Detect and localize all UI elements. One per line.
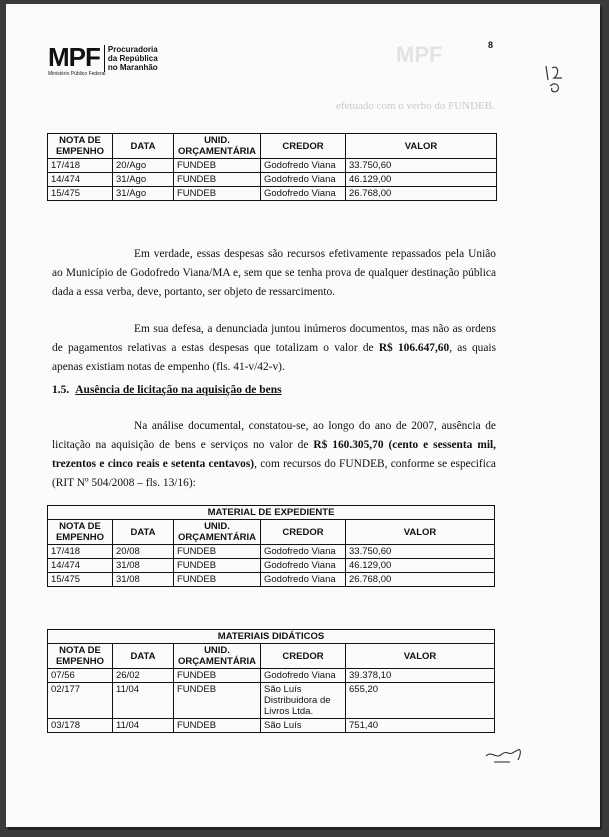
table-cell: Godofredo Viana <box>261 187 346 201</box>
table-cell: 15/475 <box>48 573 113 587</box>
table-row <box>48 159 497 173</box>
table-cell: Godofredo Viana <box>261 669 346 683</box>
table-cell: FUNDEB <box>174 159 261 173</box>
column-header: DATA <box>113 134 174 159</box>
table-cell: 655,20 <box>346 683 495 719</box>
table-body <box>48 545 495 587</box>
paragraph-1: Em verdade, essas despesas são recursos efetivamente repassados pela União ao Município de Godofredo Viana/MA e, sem que se tenha prova de qualquer destinação pública dada a essa verba, deve, portanto, ser objeto de ressarcimento. <box>52 248 496 298</box>
column-header: UNID. ORÇAMENTÁRIA <box>174 644 261 669</box>
table-cell: 33.750,60 <box>346 159 497 173</box>
table-cell: FUNDEB <box>174 719 261 733</box>
table-cell: FUNDEB <box>174 545 261 559</box>
table-row <box>48 719 495 733</box>
column-header: NOTA DE EMPENHO <box>48 134 113 159</box>
paragraph-3 <box>52 417 496 493</box>
logo-subtitle: Ministério Público Federal <box>48 71 106 77</box>
table-cell: 20/08 <box>113 545 174 559</box>
table-cell: 20/Ago <box>113 159 174 173</box>
column-header: VALOR <box>346 134 497 159</box>
table-row <box>48 669 495 683</box>
table-cell: 46.129,00 <box>346 173 497 187</box>
document-page <box>6 4 600 827</box>
table-cell: FUNDEB <box>174 187 261 201</box>
table-cell: 46.129,00 <box>346 559 495 573</box>
bleed-through-text: efetuado com o verbo do FUNDEB. <box>336 100 495 112</box>
column-header: CREDOR <box>261 520 346 545</box>
table-header-row <box>48 644 495 669</box>
table-row <box>48 573 495 587</box>
table-cell: 33.750,60 <box>346 545 495 559</box>
paragraph-text: Em sua defesa, a denunciada juntou inúmeros documentos, mas não as ordens de pagamentos relativas a estas despesas que totalizam o valor de <box>52 323 496 354</box>
table-cell: 15/475 <box>48 187 113 201</box>
column-header: VALOR <box>346 644 495 669</box>
table-cell: 14/474 <box>48 173 113 187</box>
logo-line: no Maranhão <box>107 63 158 72</box>
table-cell: São Luís <box>261 719 346 733</box>
amount-highlight: R$ 106.647,60 <box>378 342 450 354</box>
logo-line: Procuradoria <box>107 45 158 54</box>
section-title: Ausência de licitação na aquisição de bens <box>75 384 282 396</box>
logo-text <box>104 45 158 72</box>
paragraph-text: , as quais apenas existiam notas de empenho (fls. 41-v/42-v). <box>52 342 497 373</box>
table-cell: 31/08 <box>113 573 174 587</box>
logo-mark: MPF <box>48 42 100 72</box>
column-header: CREDOR <box>261 644 346 669</box>
table-row <box>48 683 495 719</box>
table-cell: 31/08 <box>113 559 174 573</box>
column-header: DATA <box>113 520 174 545</box>
table-cell: FUNDEB <box>174 683 261 719</box>
table-cell: Godofredo Viana <box>261 173 346 187</box>
table-body <box>48 669 495 733</box>
table-row <box>48 545 495 559</box>
amount-highlight: R$ 160.305,70 (cento e sessenta mil, trezentos e cinco reais e setenta centavos) <box>52 439 496 470</box>
paragraph-2 <box>52 320 496 377</box>
column-header: DATA <box>113 644 174 669</box>
table-cell: 31/Ago <box>113 173 174 187</box>
table-title: MATERIAL DE EXPEDIENTE <box>48 506 495 520</box>
table-row <box>48 559 495 573</box>
table-cell: São Luís Distribuidora de Livros Ltda. <box>261 683 346 719</box>
table-cell: 31/Ago <box>113 187 174 201</box>
table-cell: 39.378,10 <box>346 669 495 683</box>
materiais-didaticos-table <box>47 629 495 733</box>
table-row <box>48 173 497 187</box>
table-cell: FUNDEB <box>174 573 261 587</box>
table-cell: 26.768,00 <box>346 573 495 587</box>
logo-line: da República <box>107 54 158 63</box>
table-cell: 03/178 <box>48 719 113 733</box>
table-cell: FUNDEB <box>174 173 261 187</box>
table-cell: 11/04 <box>113 683 174 719</box>
empenho-table-1 <box>47 133 497 201</box>
table-cell: FUNDEB <box>174 669 261 683</box>
table-title-row <box>48 630 495 644</box>
table-title-row <box>48 506 495 520</box>
section-heading <box>52 384 282 396</box>
material-expediente-table <box>47 505 495 587</box>
table-cell: 02/177 <box>48 683 113 719</box>
table-cell: 11/04 <box>113 719 174 733</box>
table-title: MATERIAIS DIDÁTICOS <box>48 630 495 644</box>
table-cell: Godofredo Viana <box>261 545 346 559</box>
section-number: 1.5. <box>52 384 70 396</box>
column-header: VALOR <box>346 520 495 545</box>
column-header: CREDOR <box>261 134 346 159</box>
table-cell: FUNDEB <box>174 559 261 573</box>
page-number: 8 <box>488 40 494 50</box>
paragraph-text: Na análise documental, constatou-se, ao longo do ano de 2007, ausência de licitação na aquisição de bens e serviços no valor de <box>52 420 496 451</box>
table-cell: 17/418 <box>48 159 113 173</box>
table-cell: 07/56 <box>48 669 113 683</box>
bleed-through-logo: MPF <box>396 42 443 67</box>
column-header: NOTA DE EMPENHO <box>48 644 113 669</box>
table-body <box>48 159 497 201</box>
table-cell: 26/02 <box>113 669 174 683</box>
column-header: UNID. ORÇAMENTÁRIA <box>174 520 261 545</box>
column-header: NOTA DE EMPENHO <box>48 520 113 545</box>
table-cell: 751,40 <box>346 719 495 733</box>
table-header-row <box>48 520 495 545</box>
column-header: UNID. ORÇAMENTÁRIA <box>174 134 261 159</box>
paragraph-text: , com recursos do FUNDEB, conforme se especifica (RIT Nº 504/2008 – fls. 13/16): <box>52 458 496 489</box>
table-cell: Godofredo Viana <box>261 573 346 587</box>
table-row <box>48 187 497 201</box>
handwritten-annotation-icon <box>540 62 570 94</box>
table-cell: 17/418 <box>48 545 113 559</box>
table-cell: Godofredo Viana <box>261 559 346 573</box>
table-cell: Godofredo Viana <box>261 159 346 173</box>
table-cell: 14/474 <box>48 559 113 573</box>
signature-icon <box>484 740 526 766</box>
table-header-row <box>48 134 497 159</box>
table-cell: 26.768,00 <box>346 187 497 201</box>
mpf-logo <box>48 42 158 77</box>
